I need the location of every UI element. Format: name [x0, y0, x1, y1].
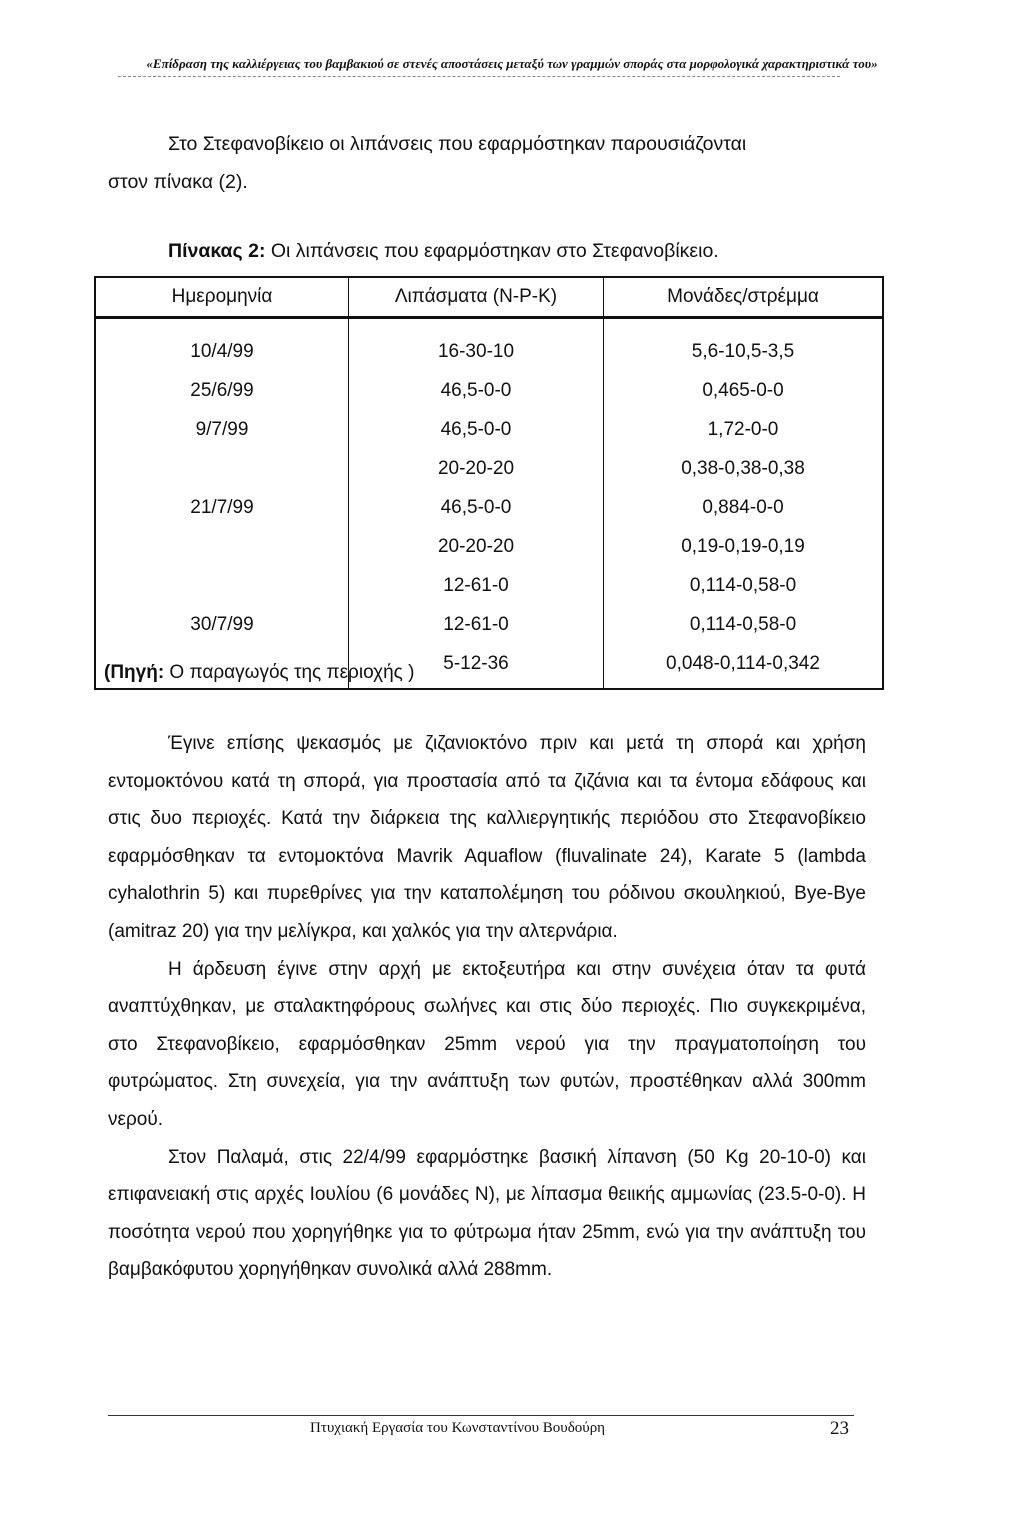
source-text: Ο παραγωγός της περιοχής ): [164, 662, 415, 683]
cell-date: [95, 449, 349, 488]
fertilization-table: [94, 276, 884, 690]
cell-date: 10/4/99: [95, 318, 349, 372]
source-label: (Πηγή:: [104, 662, 165, 683]
cell-date: 21/7/99: [95, 488, 349, 527]
table-row: [95, 605, 883, 644]
table-caption-text: Οι λιπάνσεις που εφαρμόστηκαν στο Στεφανοβίκειο.: [265, 240, 719, 262]
cell-fertilizer: 46,5-0-0: [349, 410, 604, 449]
cell-date: 25/6/99: [95, 371, 349, 410]
table-row: [95, 527, 883, 566]
header-fertilizer: Λιπάσματα (N-P-K): [349, 277, 604, 318]
cell-fertilizer: 12-61-0: [349, 566, 604, 605]
table-row: [95, 449, 883, 488]
footer-divider: [108, 1415, 854, 1416]
footer-text: Πτυχιακή Εργασία του Κωνσταντίνου Βουδούρη: [310, 1420, 606, 1436]
intro-line-2: στον πίνακα (2).: [108, 171, 248, 193]
header-units: Μονάδες/στρέμμα: [604, 277, 884, 318]
cell-fertilizer: 5-12-36: [349, 644, 604, 689]
table-row: [95, 318, 883, 372]
table-caption-label: Πίνακας 2:: [168, 240, 266, 262]
intro-text: [108, 125, 868, 201]
intro-line-1: Στο Στεφανοβίκειο οι λιπάνσεις που εφαρμόστηκαν παρουσιάζονται: [168, 133, 747, 155]
cell-date: [95, 566, 349, 605]
cell-units: 0,048-0,114-0,342: [666, 652, 820, 674]
cell-fertilizer: 46,5-0-0: [349, 371, 604, 410]
table-caption: [168, 240, 868, 263]
cell-units: 1,72-0-0: [707, 418, 779, 440]
paragraph: Η άρδευση έγινε στην αρχή με εκτοξευτήρα και στην συνέχεια όταν τα φυτά αναπτύχθηκαν, με σταλακτηφόρους σωλήνες και στις δύο περιοχές. Πιο συγκεκριμένα, στο Στεφανοβίκειο, εφαρμόσθηκαν 25mm νερού για την πραγματοποίηση του φυτρώματος. Στη συνεχεία, για την ανάπτυξη των φυτών, προστέθηκαν αλλά 300mm νερού.: [108, 958, 866, 1130]
paragraph: Στον Παλαμά, στις 22/4/99 εφαρμόστηκε βασική λίπανση (50 Kg 20-10-0) και επιφανειακή στις αρχές Ιουλίου (6 μονάδες Ν), με λίπασμα θειικής αμμωνίας (23.5-0-0). Η ποσότητα νερού που χορηγήθηκε για το φύτρωμα ήταν 25mm, ενώ για την ανάπτυξη του βαμβακόφυτου χορηγήθηκαν συνολικά αλλά 288mm.: [108, 1146, 866, 1281]
cell-fertilizer: 20-20-20: [349, 527, 604, 566]
cell-units: 0,38-0,38-0,38: [681, 457, 805, 479]
cell-date: 9/7/99: [95, 410, 349, 449]
table-row: [95, 371, 883, 410]
cell-date: [95, 527, 349, 566]
cell-fertilizer: 46,5-0-0: [349, 488, 604, 527]
cell-units: 0,465-0-0: [702, 379, 784, 401]
running-header: «Επίδραση της καλλιέργειας του βαμβακιού σε στενές αποστάσεις μεταξύ των γραμμών σποράς στα μορφολογικά χαρακτηριστικά του»: [146, 56, 878, 71]
header-date: Ημερομηνία: [95, 277, 349, 318]
table-row: [95, 410, 883, 449]
cell-units: 0,884-0-0: [702, 496, 784, 518]
cell-fertilizer: 12-61-0: [349, 605, 604, 644]
table-source: [104, 662, 414, 684]
table-header-row: [95, 277, 883, 318]
cell-units: 0,114-0,58-0: [689, 574, 797, 596]
table-row: [95, 488, 883, 527]
page-number: 23: [830, 1418, 849, 1439]
table-row: [95, 566, 883, 605]
cell-fertilizer: 16-30-10: [349, 318, 604, 372]
paragraph: Έγινε επίσης ψεκασμός με ζιζανιοκτόνο πριν και μετά τη σπορά και χρήση εντομοκτόνου κατά τη σπορά, για προστασία από τα ζιζάνια και τα έντομα εδάφους και στις δυο περιοχές. Κατά την διάρκεια της καλλιεργητικής περιόδου στο Στεφανοβίκειο εφαρμόσθηκαν τα εντομοκτόνα Mavrik Aquaflow (fluvalinate 24), Karate 5 (lambda cyhalothrin 5) και πυρεθρίνες για την καταπολέμηση του ρόδινου σκουληκιού, Bye-Bye (amitraz 20) για την μελίγκρα, και χαλκός για την αλτερνάρια.: [108, 733, 866, 942]
cell-date: 30/7/99: [95, 605, 349, 644]
cell-units: 0,19-0,19-0,19: [681, 535, 805, 557]
body-text: [108, 725, 866, 1289]
cell-fertilizer: 20-20-20: [349, 449, 604, 488]
cell-units: 0,114-0,58-0: [689, 613, 797, 635]
cell-units: 5,6-10,5-3,5: [691, 340, 795, 362]
header-divider: [118, 76, 840, 77]
